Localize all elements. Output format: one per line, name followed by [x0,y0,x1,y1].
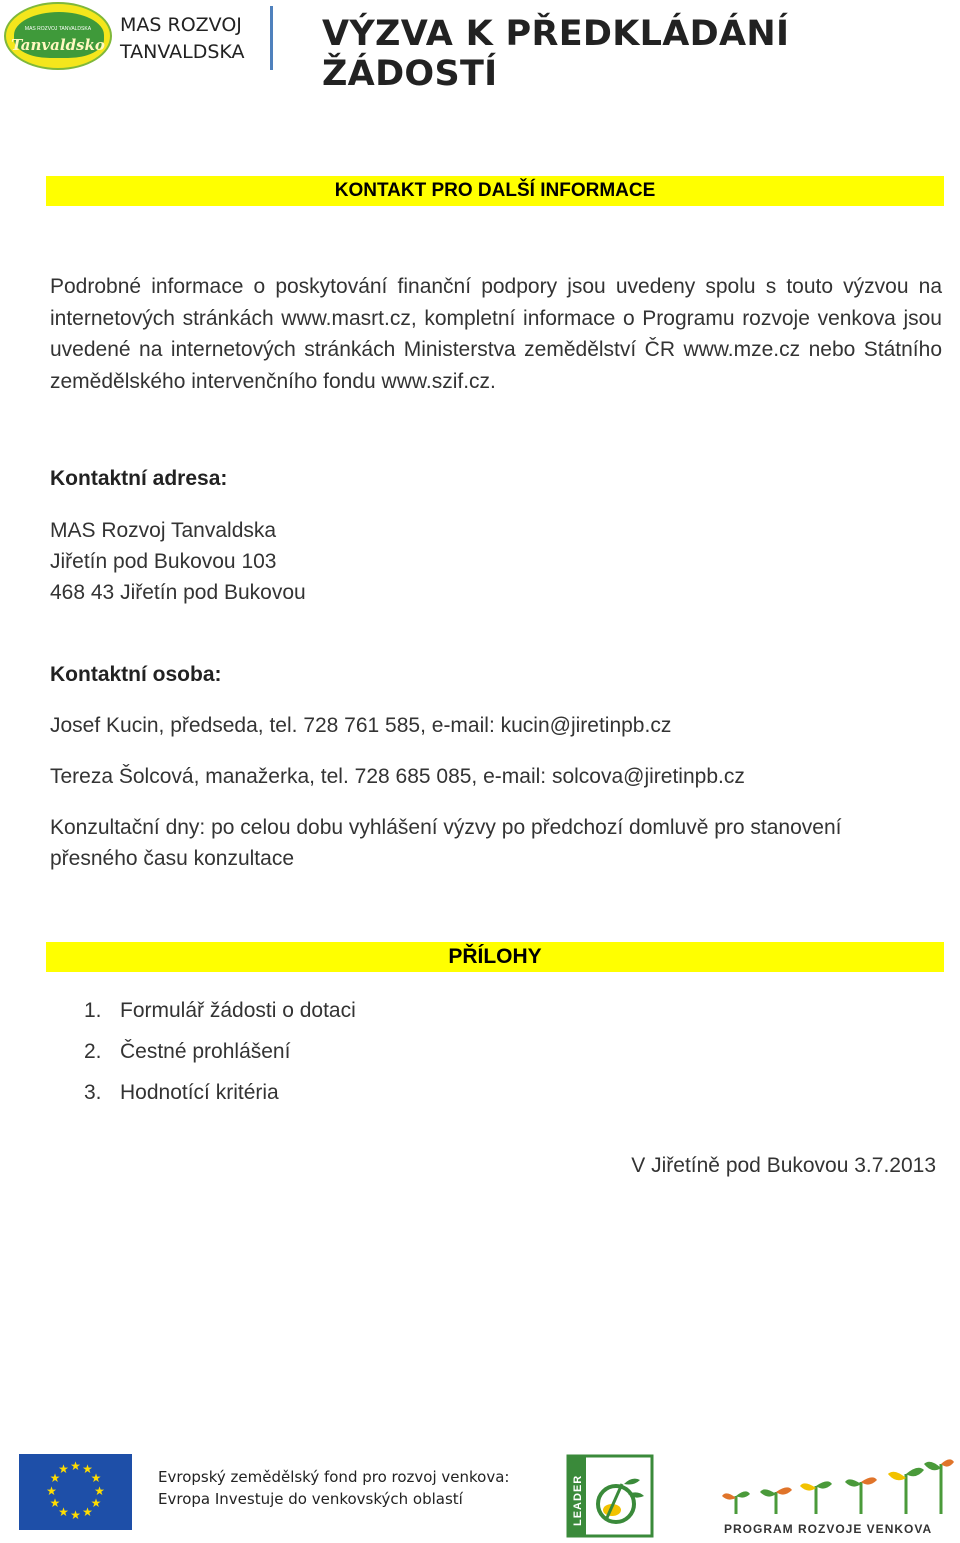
logo-word: Tanvaldsko [11,36,105,54]
eu-stars-icon [19,1454,132,1530]
svg-text:★: ★ [82,1462,93,1476]
svg-text:★: ★ [82,1505,93,1519]
svg-text:★: ★ [70,1459,81,1473]
plant-sprouts-icon [716,1456,956,1520]
tanvaldsko-logo [4,2,112,70]
contact-person-entry: Tereza Šolcová, manažerka, tel. 728 685 085, e-mail: solcova@jiretinpb.cz [50,765,745,788]
svg-text:★: ★ [90,1496,102,1510]
address-line: MAS Rozvoj Tanvaldska [50,519,277,542]
address-line: Jiřetín pod Bukovou 103 [50,550,277,573]
list-item-number: 3. [84,1081,102,1104]
contact-section-heading: KONTAKT PRO DALŠÍ INFORMACE [46,176,944,206]
eu-fund-caption-line2: Evropa Investuje do venkovských oblastí [158,1490,463,1508]
eu-fund-caption-line1: Evropský zemědělský fond pro rozvoj venkova: [158,1468,510,1486]
leader-emblem-icon [566,1454,654,1538]
contact-person-entry: Josef Kucin, předseda, tel. 728 761 585, e-mail: kucin@jiretinpb.cz [50,714,672,737]
eu-flag-icon [19,1454,132,1530]
consultation-days-line2: přesného času konzultace [50,847,294,870]
address-label: Kontaktní adresa: [50,467,228,490]
svg-text:★: ★ [58,1462,69,1476]
svg-text:★: ★ [70,1508,81,1522]
svg-text:★: ★ [46,1484,57,1498]
header-divider [270,6,273,70]
svg-text:★: ★ [49,1496,61,1510]
contact-person-label: Kontaktní osoba: [50,663,222,686]
list-item-label: Čestné prohlášení [120,1040,291,1063]
eu-fund-caption [158,1466,509,1510]
org-name-line1: MAS ROZVOJ [120,14,242,36]
organization-name [120,12,260,66]
logo-small-text: MAS ROZVOJ TANVALDSKA [24,26,92,32]
svg-text:★: ★ [49,1471,61,1485]
list-item-label: Formulář žádosti o dotaci [120,999,356,1022]
leader-logo [566,1454,654,1538]
leader-vertical-text: LEADER [572,1474,584,1526]
org-name-line2: TANVALDSKA [120,41,245,63]
list-item [84,1031,356,1072]
svg-text:★: ★ [58,1505,69,1519]
list-item [84,990,356,1031]
rural-development-program-caption: PROGRAM ROZVOJE VENKOVA [724,1522,933,1536]
svg-text:★: ★ [94,1484,105,1498]
svg-text:★: ★ [90,1471,102,1485]
intro-paragraph: Podrobné informace o poskytování finanční podpory jsou uvedeny spolu s touto výzvou na internetových stránkách www.masrt.cz, kompletní informace o Programu rozvoje venkova jsou uvedené na internetových stránkách Ministerstva zemědělství ČR www.mze.cz nebo Státního zemědělského intervenčního fondu www.szif.cz. [50,275,942,393]
list-item-number: 1. [84,999,102,1022]
signature-date: V Jiřetíně pod Bukovou 3.7.2013 [631,1154,936,1177]
document-title: VÝZVA K PŘEDKLÁDÁNÍ ŽÁDOSTÍ [322,14,790,94]
consultation-days-line1: Konzultační dny: po celou dobu vyhlášení výzvy po předchozí domluvě pro stanovení [50,816,842,839]
list-item-label: Hodnotící kritéria [120,1081,279,1104]
address-line: 468 43 Jiřetín pod Bukovou [50,581,306,604]
list-item-number: 2. [84,1040,102,1063]
attachments-list [84,990,356,1113]
list-item [84,1072,356,1113]
attachments-heading: PŘÍLOHY [46,942,944,972]
